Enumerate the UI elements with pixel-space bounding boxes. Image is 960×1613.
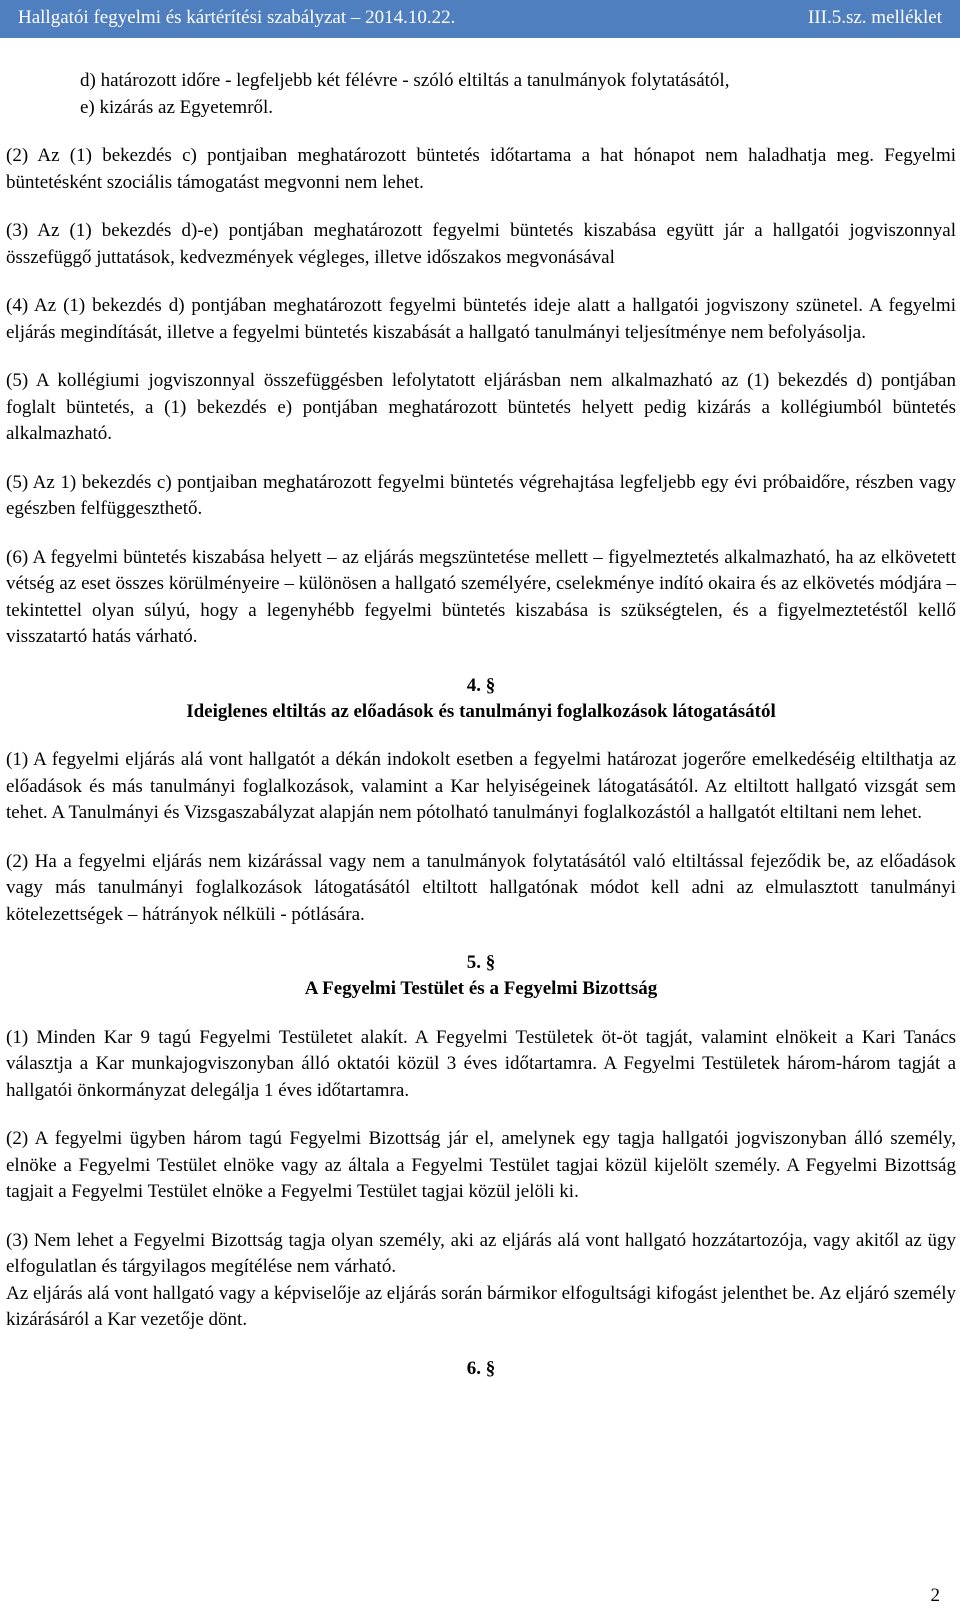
list-item-e: e) kizárás az Egyetemről. <box>80 96 274 118</box>
annex-label: III.5.sz. melléklet <box>807 7 942 28</box>
section-5-paragraph-2: (2) A fegyelmi ügyben három tagú Fegyelmi Bizottság jár el, amelynek egy tagja hallgatói jogviszonyban álló személy, elnöke a Fegyelmi Testület elnöke vagy az általa a Fegyelmi Testület tagjai közül kijelölt személy. A Fegyelmi Bizottság tagjait a Fegyelmi Testület elnöke a Fegyelmi Testület tagjai közül jelöli ki. <box>6 1128 956 1202</box>
page-number: 2 <box>930 1585 940 1606</box>
page-header <box>0 0 960 38</box>
section-5-paragraph-3a: (3) Nem lehet a Fegyelmi Bizottság tagja olyan személy, aki az eljárás alá vont hallgató hozzátartozója, vagy akitől az ügy elfogulatlan és tárgyilagos megítélése nem várható. <box>6 1229 956 1277</box>
section-5-paragraph-1: (1) Minden Kar 9 tagú Fegyelmi Testületet alakít. A Fegyelmi Testületek öt-öt tagját, valamint elnökeit a Kari Tanács választja a Kar munkajogviszonyban álló oktatói közül 3 éves időtartamra. A Fegyelmi Testületek három-három tagját a hallgatói önkormányzat delegálja 1 éves időtartamra. <box>6 1026 956 1101</box>
section-5-paragraph-3b: Az eljárás alá vont hallgató vagy a képviselője az eljárás során bármikor elfogultsági kifogást jelenthet be. Az eljáró személy kizárásáról a Kar vezetője dönt. <box>6 1282 956 1330</box>
paragraph-3: (3) Az (1) bekezdés d)-e) pontjában meghatározott fegyelmi büntetés kiszabása együtt jár a hallgatói jogviszonnyal összefüggő juttatások, kedvezmények végleges, illetve időszakos megvonásával <box>6 220 956 268</box>
paragraph-2: (2) Az (1) bekezdés c) pontjaiban meghatározott büntetés időtartama a hat hónapot nem haladhatja meg. Fegyelmi büntetésként szociális támogatást megvonni nem lehet. <box>6 145 956 193</box>
list-item-d: d) határozott időre - legfeljebb két félévre - szóló eltiltás a tanulmányok folytatásától, <box>80 70 730 91</box>
section-4-number: 4. § <box>466 674 496 696</box>
document-title: Hallgatói fegyelmi és kártérítési szabályzat – 2014.10.22. <box>18 7 456 28</box>
section-6-number: 6. § <box>466 1357 496 1379</box>
paragraph-4: (4) Az (1) bekezdés d) pontjában meghatározott fegyelmi büntetés ideje alatt a hallgatói jogviszony szünetel. A fegyelmi eljárás megindítását, illetve a fegyelmi büntetés kiszabását a hallgató tanulmányi teljesítménye nem befolyásolja. <box>6 295 956 343</box>
section-5-number: 5. § <box>466 952 496 973</box>
section-5-title: A Fegyelmi Testület és a Fegyelmi Bizottság <box>304 978 658 999</box>
section-4-title: Ideiglenes eltiltás az előadások és tanulmányi foglalkozások látogatásától <box>186 700 776 722</box>
document-body <box>6 68 956 1382</box>
paragraph-6: (6) A fegyelmi büntetés kiszabása helyett – az eljárás megszüntetése mellett – figyelmeztetés alkalmazható, ha az elkövetett vétség az eset összes körülményeire – különösen a hallgató személyére, cselekménye indító okaira és az elkövetés módjára – tekintettel olyan súlyú, hogy a legenyhébb fegyelmi büntetés kiszabása is szükségtelen, és a figyelmeztetéstől kellő visszatartó hatás várható. <box>6 546 956 647</box>
section-4-paragraph-1: (1) A fegyelmi eljárás alá vont hallgatót a dékán indokolt esetben a fegyelmi határozat jogerőre emelkedéséig eltilthatja az előadások és más tanulmányi foglalkozások, valamint a Kar helyiségeinek látogatásától. Az eltiltott hallgató vizsgát sem tehet. A Tanulmányi és Vizsgaszabályzat alapján nem pótolható tanulmányi foglalkozástól a hallgatót eltiltani nem lehet. <box>6 749 956 823</box>
paragraph-5b: (5) Az 1) bekezdés c) pontjaiban meghatározott fegyelmi büntetés végrehajtása legfeljebb egy évi próbaidőre, részben vagy egészben felfüggeszthető. <box>6 471 956 519</box>
paragraph-5a: (5) A kollégiumi jogviszonnyal összefüggésben lefolytatott eljárásban nem alkalmazható az (1) bekezdés d) pontjában foglalt büntetés, a (1) bekezdés e) pontjában meghatározott büntetés helyett pedig kizárás a kollégiumból büntetés alkalmazható. <box>6 370 956 444</box>
section-4-paragraph-2: (2) Ha a fegyelmi eljárás nem kizárással vagy nem a tanulmányok folytatásától való eltiltással fejeződik be, az előadások vagy más tanulmányi foglalkozások látogatásától eltiltott hallgatónak módot kell adni az elmulasztott tanulmányi kötelezettségek – hátrányok nélküli - pótlására. <box>6 850 956 925</box>
